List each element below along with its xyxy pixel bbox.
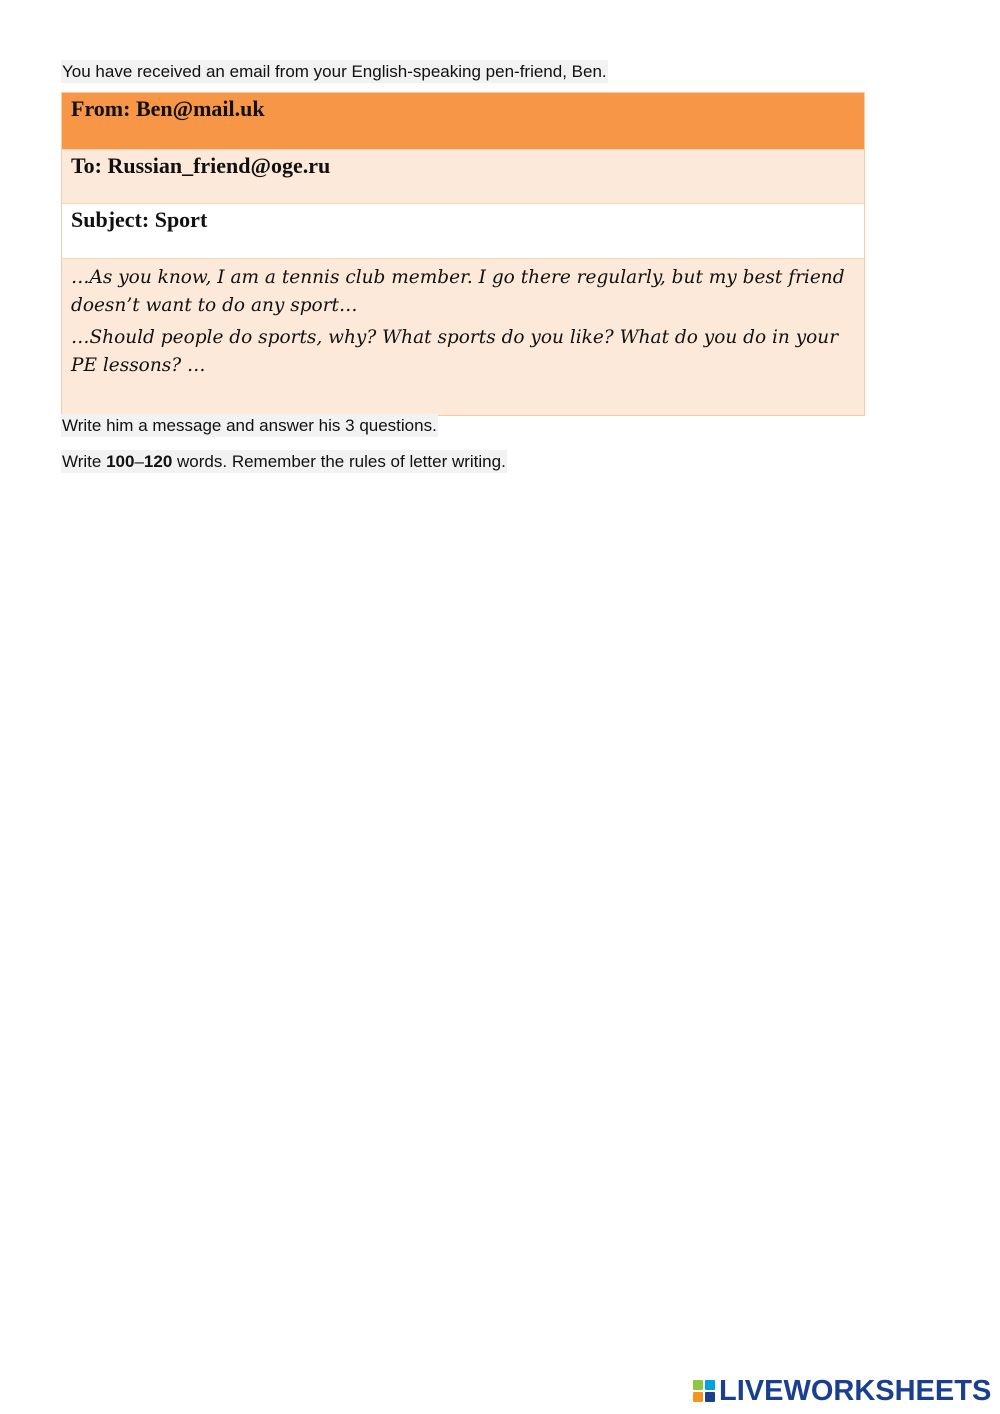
email-subject: Subject: Sport [71,207,208,232]
intro-text: You have received an email from your English-speaking pen-friend, Ben. [62,62,607,81]
logo-text: LIVEWORKSHEETS [719,1375,992,1407]
instruction-answer-questions: Write him a message and answer his 3 questions. [62,416,437,435]
email-body-paragraph-1: …As you know, I am a tennis club member. I go there regularly, but my best friend doesn’t want to do any sport… [71,267,845,316]
word-count-suffix: words. Remember the rules of letter writing. [172,452,506,471]
word-count-prefix: Write [62,452,107,471]
email-body-paragraph-2: …Should people do sports, why? What sports do you like? What do you do in your PE lessons? … [71,327,839,376]
email-from: From: Ben@mail.uk [71,96,265,121]
email-subject-row [62,203,864,258]
logo-mark-square-3 [693,1392,703,1402]
email-to: To: Russian_friend@oge.ru [71,153,331,178]
email-body [62,258,864,415]
email-to-row [62,149,864,203]
liveworksheets-logo[interactable] [693,1376,991,1406]
logo-mark-square-4 [705,1392,715,1402]
word-count-min: 100 [106,452,135,471]
email-table [61,92,865,416]
word-count-max: 120 [143,452,173,471]
word-count-dash: – [134,452,144,471]
logo-mark-square-2 [705,1380,715,1390]
email-from-row [62,93,864,149]
liveworksheets-logo-icon [693,1380,715,1402]
instruction-word-count [61,450,507,473]
logo-mark-square-1 [693,1380,703,1390]
